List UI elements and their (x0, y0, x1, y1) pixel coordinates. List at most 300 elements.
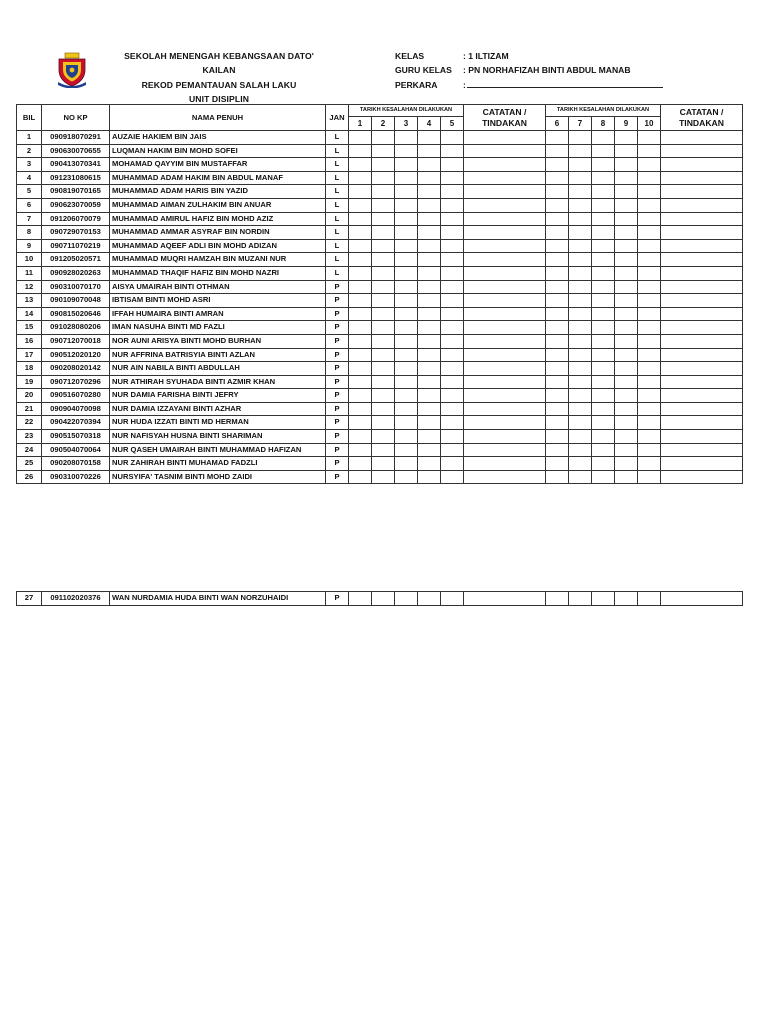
date-cell[interactable] (569, 144, 592, 158)
date-cell[interactable] (395, 348, 418, 362)
date-cell[interactable] (441, 430, 464, 444)
date-cell[interactable] (592, 362, 615, 376)
catatan-cell[interactable] (464, 443, 546, 457)
catatan-cell[interactable] (464, 253, 546, 267)
date-cell[interactable] (441, 294, 464, 308)
date-cell[interactable] (638, 253, 661, 267)
catatan-cell[interactable] (464, 144, 546, 158)
date-cell[interactable] (638, 239, 661, 253)
catatan-cell[interactable] (661, 402, 743, 416)
date-cell[interactable] (418, 144, 441, 158)
date-cell[interactable] (569, 402, 592, 416)
date-cell[interactable] (372, 348, 395, 362)
date-cell[interactable] (638, 294, 661, 308)
date-cell[interactable] (615, 470, 638, 484)
date-cell[interactable] (638, 348, 661, 362)
date-cell[interactable] (441, 348, 464, 362)
date-cell[interactable] (546, 280, 569, 294)
date-cell[interactable] (395, 362, 418, 376)
catatan-cell[interactable] (661, 321, 743, 335)
date-cell[interactable] (615, 321, 638, 335)
date-cell[interactable] (441, 592, 464, 606)
date-cell[interactable] (569, 430, 592, 444)
date-cell[interactable] (349, 375, 372, 389)
date-cell[interactable] (569, 334, 592, 348)
date-cell[interactable] (395, 185, 418, 199)
date-cell[interactable] (638, 457, 661, 471)
date-cell[interactable] (372, 389, 395, 403)
date-cell[interactable] (349, 144, 372, 158)
date-cell[interactable] (349, 348, 372, 362)
date-cell[interactable] (395, 321, 418, 335)
catatan-cell[interactable] (661, 362, 743, 376)
catatan-cell[interactable] (464, 131, 546, 145)
date-cell[interactable] (372, 144, 395, 158)
date-cell[interactable] (441, 362, 464, 376)
date-cell[interactable] (395, 294, 418, 308)
date-cell[interactable] (569, 470, 592, 484)
catatan-cell[interactable] (661, 198, 743, 212)
catatan-cell[interactable] (464, 416, 546, 430)
date-cell[interactable] (615, 334, 638, 348)
date-cell[interactable] (592, 171, 615, 185)
date-cell[interactable] (592, 158, 615, 172)
date-cell[interactable] (569, 348, 592, 362)
date-cell[interactable] (349, 402, 372, 416)
catatan-cell[interactable] (464, 212, 546, 226)
date-cell[interactable] (441, 402, 464, 416)
date-cell[interactable] (418, 158, 441, 172)
date-cell[interactable] (615, 239, 638, 253)
date-cell[interactable] (395, 212, 418, 226)
date-cell[interactable] (569, 389, 592, 403)
catatan-cell[interactable] (661, 416, 743, 430)
date-cell[interactable] (372, 239, 395, 253)
date-cell[interactable] (592, 389, 615, 403)
catatan-cell[interactable] (661, 592, 743, 606)
date-cell[interactable] (395, 253, 418, 267)
date-cell[interactable] (395, 416, 418, 430)
date-cell[interactable] (546, 144, 569, 158)
date-cell[interactable] (615, 158, 638, 172)
date-cell[interactable] (546, 362, 569, 376)
date-cell[interactable] (441, 158, 464, 172)
date-cell[interactable] (372, 280, 395, 294)
date-cell[interactable] (615, 144, 638, 158)
catatan-cell[interactable] (464, 294, 546, 308)
date-cell[interactable] (349, 266, 372, 280)
catatan-cell[interactable] (661, 212, 743, 226)
date-cell[interactable] (418, 348, 441, 362)
date-cell[interactable] (638, 226, 661, 240)
date-cell[interactable] (615, 348, 638, 362)
date-cell[interactable] (638, 321, 661, 335)
catatan-cell[interactable] (464, 158, 546, 172)
date-cell[interactable] (372, 457, 395, 471)
date-cell[interactable] (546, 416, 569, 430)
date-cell[interactable] (569, 171, 592, 185)
date-cell[interactable] (638, 592, 661, 606)
date-cell[interactable] (546, 185, 569, 199)
date-cell[interactable] (569, 253, 592, 267)
date-cell[interactable] (395, 198, 418, 212)
date-cell[interactable] (395, 443, 418, 457)
date-cell[interactable] (349, 253, 372, 267)
date-cell[interactable] (441, 416, 464, 430)
date-cell[interactable] (418, 280, 441, 294)
date-cell[interactable] (546, 402, 569, 416)
date-cell[interactable] (546, 389, 569, 403)
date-cell[interactable] (615, 131, 638, 145)
date-cell[interactable] (546, 307, 569, 321)
date-cell[interactable] (638, 144, 661, 158)
date-cell[interactable] (592, 198, 615, 212)
date-cell[interactable] (418, 457, 441, 471)
date-cell[interactable] (372, 334, 395, 348)
date-cell[interactable] (418, 362, 441, 376)
date-cell[interactable] (569, 212, 592, 226)
date-cell[interactable] (418, 185, 441, 199)
catatan-cell[interactable] (464, 348, 546, 362)
date-cell[interactable] (418, 226, 441, 240)
date-cell[interactable] (546, 470, 569, 484)
date-cell[interactable] (546, 212, 569, 226)
date-cell[interactable] (592, 253, 615, 267)
catatan-cell[interactable] (464, 185, 546, 199)
date-cell[interactable] (569, 280, 592, 294)
date-cell[interactable] (349, 389, 372, 403)
catatan-cell[interactable] (464, 266, 546, 280)
date-cell[interactable] (592, 294, 615, 308)
date-cell[interactable] (349, 226, 372, 240)
date-cell[interactable] (441, 198, 464, 212)
date-cell[interactable] (395, 457, 418, 471)
date-cell[interactable] (546, 375, 569, 389)
date-cell[interactable] (592, 131, 615, 145)
date-cell[interactable] (372, 294, 395, 308)
date-cell[interactable] (592, 266, 615, 280)
date-cell[interactable] (349, 430, 372, 444)
date-cell[interactable] (395, 226, 418, 240)
date-cell[interactable] (569, 307, 592, 321)
catatan-cell[interactable] (464, 198, 546, 212)
date-cell[interactable] (638, 131, 661, 145)
catatan-cell[interactable] (661, 457, 743, 471)
date-cell[interactable] (638, 375, 661, 389)
date-cell[interactable] (372, 185, 395, 199)
date-cell[interactable] (372, 362, 395, 376)
date-cell[interactable] (592, 307, 615, 321)
date-cell[interactable] (372, 266, 395, 280)
date-cell[interactable] (441, 375, 464, 389)
date-cell[interactable] (569, 131, 592, 145)
catatan-cell[interactable] (661, 307, 743, 321)
date-cell[interactable] (418, 131, 441, 145)
date-cell[interactable] (615, 171, 638, 185)
catatan-cell[interactable] (464, 334, 546, 348)
date-cell[interactable] (569, 266, 592, 280)
date-cell[interactable] (569, 375, 592, 389)
date-cell[interactable] (615, 266, 638, 280)
catatan-cell[interactable] (661, 239, 743, 253)
date-cell[interactable] (592, 430, 615, 444)
date-cell[interactable] (418, 266, 441, 280)
date-cell[interactable] (418, 171, 441, 185)
date-cell[interactable] (592, 348, 615, 362)
date-cell[interactable] (546, 348, 569, 362)
catatan-cell[interactable] (661, 280, 743, 294)
date-cell[interactable] (349, 239, 372, 253)
date-cell[interactable] (418, 430, 441, 444)
date-cell[interactable] (349, 362, 372, 376)
date-cell[interactable] (592, 334, 615, 348)
date-cell[interactable] (441, 171, 464, 185)
date-cell[interactable] (615, 198, 638, 212)
catatan-cell[interactable] (661, 171, 743, 185)
date-cell[interactable] (418, 592, 441, 606)
date-cell[interactable] (441, 253, 464, 267)
catatan-cell[interactable] (661, 443, 743, 457)
date-cell[interactable] (349, 470, 372, 484)
date-cell[interactable] (349, 457, 372, 471)
date-cell[interactable] (441, 470, 464, 484)
catatan-cell[interactable] (661, 375, 743, 389)
date-cell[interactable] (441, 389, 464, 403)
date-cell[interactable] (569, 239, 592, 253)
date-cell[interactable] (638, 430, 661, 444)
date-cell[interactable] (349, 212, 372, 226)
date-cell[interactable] (546, 443, 569, 457)
date-cell[interactable] (372, 131, 395, 145)
date-cell[interactable] (638, 280, 661, 294)
date-cell[interactable] (349, 416, 372, 430)
date-cell[interactable] (592, 185, 615, 199)
date-cell[interactable] (592, 375, 615, 389)
date-cell[interactable] (372, 430, 395, 444)
date-cell[interactable] (592, 443, 615, 457)
catatan-cell[interactable] (661, 253, 743, 267)
date-cell[interactable] (638, 266, 661, 280)
date-cell[interactable] (372, 416, 395, 430)
date-cell[interactable] (638, 389, 661, 403)
date-cell[interactable] (638, 158, 661, 172)
date-cell[interactable] (546, 430, 569, 444)
date-cell[interactable] (546, 158, 569, 172)
date-cell[interactable] (349, 443, 372, 457)
date-cell[interactable] (395, 402, 418, 416)
date-cell[interactable] (349, 321, 372, 335)
date-cell[interactable] (638, 443, 661, 457)
catatan-cell[interactable] (464, 470, 546, 484)
date-cell[interactable] (615, 280, 638, 294)
case-fill-line[interactable] (467, 78, 663, 88)
catatan-cell[interactable] (661, 266, 743, 280)
catatan-cell[interactable] (661, 294, 743, 308)
catatan-cell[interactable] (661, 470, 743, 484)
date-cell[interactable] (615, 457, 638, 471)
date-cell[interactable] (546, 171, 569, 185)
date-cell[interactable] (418, 375, 441, 389)
date-cell[interactable] (615, 212, 638, 226)
date-cell[interactable] (395, 389, 418, 403)
date-cell[interactable] (349, 171, 372, 185)
date-cell[interactable] (372, 253, 395, 267)
date-cell[interactable] (441, 334, 464, 348)
date-cell[interactable] (418, 321, 441, 335)
catatan-cell[interactable] (661, 389, 743, 403)
date-cell[interactable] (372, 158, 395, 172)
date-cell[interactable] (418, 402, 441, 416)
catatan-cell[interactable] (661, 430, 743, 444)
date-cell[interactable] (592, 402, 615, 416)
date-cell[interactable] (349, 158, 372, 172)
date-cell[interactable] (638, 307, 661, 321)
date-cell[interactable] (569, 294, 592, 308)
date-cell[interactable] (395, 239, 418, 253)
date-cell[interactable] (372, 470, 395, 484)
date-cell[interactable] (592, 212, 615, 226)
date-cell[interactable] (372, 321, 395, 335)
date-cell[interactable] (546, 592, 569, 606)
date-cell[interactable] (441, 457, 464, 471)
date-cell[interactable] (395, 280, 418, 294)
date-cell[interactable] (615, 226, 638, 240)
date-cell[interactable] (546, 294, 569, 308)
date-cell[interactable] (418, 212, 441, 226)
date-cell[interactable] (615, 416, 638, 430)
date-cell[interactable] (546, 266, 569, 280)
catatan-cell[interactable] (464, 402, 546, 416)
date-cell[interactable] (569, 321, 592, 335)
date-cell[interactable] (615, 443, 638, 457)
date-cell[interactable] (546, 131, 569, 145)
date-cell[interactable] (441, 307, 464, 321)
date-cell[interactable] (569, 226, 592, 240)
catatan-cell[interactable] (464, 171, 546, 185)
date-cell[interactable] (349, 307, 372, 321)
date-cell[interactable] (615, 592, 638, 606)
date-cell[interactable] (615, 430, 638, 444)
date-cell[interactable] (349, 592, 372, 606)
date-cell[interactable] (569, 362, 592, 376)
date-cell[interactable] (638, 470, 661, 484)
date-cell[interactable] (569, 158, 592, 172)
date-cell[interactable] (615, 375, 638, 389)
catatan-cell[interactable] (661, 348, 743, 362)
date-cell[interactable] (441, 321, 464, 335)
catatan-cell[interactable] (661, 185, 743, 199)
date-cell[interactable] (418, 239, 441, 253)
date-cell[interactable] (569, 198, 592, 212)
date-cell[interactable] (395, 334, 418, 348)
date-cell[interactable] (395, 144, 418, 158)
catatan-cell[interactable] (464, 430, 546, 444)
date-cell[interactable] (372, 592, 395, 606)
date-cell[interactable] (638, 416, 661, 430)
catatan-cell[interactable] (661, 131, 743, 145)
date-cell[interactable] (546, 253, 569, 267)
date-cell[interactable] (418, 334, 441, 348)
date-cell[interactable] (569, 443, 592, 457)
date-cell[interactable] (395, 470, 418, 484)
date-cell[interactable] (349, 280, 372, 294)
date-cell[interactable] (592, 321, 615, 335)
date-cell[interactable] (546, 334, 569, 348)
date-cell[interactable] (546, 226, 569, 240)
catatan-cell[interactable] (464, 280, 546, 294)
date-cell[interactable] (418, 294, 441, 308)
date-cell[interactable] (441, 185, 464, 199)
date-cell[interactable] (592, 416, 615, 430)
date-cell[interactable] (418, 389, 441, 403)
date-cell[interactable] (372, 212, 395, 226)
date-cell[interactable] (395, 131, 418, 145)
date-cell[interactable] (349, 294, 372, 308)
date-cell[interactable] (395, 266, 418, 280)
date-cell[interactable] (441, 239, 464, 253)
date-cell[interactable] (615, 185, 638, 199)
date-cell[interactable] (395, 375, 418, 389)
date-cell[interactable] (592, 592, 615, 606)
date-cell[interactable] (615, 253, 638, 267)
catatan-cell[interactable] (464, 239, 546, 253)
date-cell[interactable] (592, 144, 615, 158)
date-cell[interactable] (569, 457, 592, 471)
date-cell[interactable] (395, 171, 418, 185)
date-cell[interactable] (592, 280, 615, 294)
catatan-cell[interactable] (464, 592, 546, 606)
catatan-cell[interactable] (464, 362, 546, 376)
date-cell[interactable] (418, 253, 441, 267)
catatan-cell[interactable] (464, 457, 546, 471)
date-cell[interactable] (349, 334, 372, 348)
date-cell[interactable] (372, 171, 395, 185)
date-cell[interactable] (569, 592, 592, 606)
date-cell[interactable] (441, 443, 464, 457)
date-cell[interactable] (615, 389, 638, 403)
date-cell[interactable] (372, 226, 395, 240)
date-cell[interactable] (372, 307, 395, 321)
date-cell[interactable] (569, 416, 592, 430)
date-cell[interactable] (592, 470, 615, 484)
date-cell[interactable] (395, 307, 418, 321)
date-cell[interactable] (441, 131, 464, 145)
catatan-cell[interactable] (464, 307, 546, 321)
date-cell[interactable] (546, 321, 569, 335)
date-cell[interactable] (592, 457, 615, 471)
date-cell[interactable] (395, 592, 418, 606)
date-cell[interactable] (638, 171, 661, 185)
date-cell[interactable] (418, 198, 441, 212)
date-cell[interactable] (372, 375, 395, 389)
date-cell[interactable] (441, 280, 464, 294)
date-cell[interactable] (638, 402, 661, 416)
date-cell[interactable] (349, 185, 372, 199)
date-cell[interactable] (546, 457, 569, 471)
date-cell[interactable] (418, 416, 441, 430)
date-cell[interactable] (349, 198, 372, 212)
date-cell[interactable] (615, 402, 638, 416)
catatan-cell[interactable] (661, 226, 743, 240)
catatan-cell[interactable] (661, 144, 743, 158)
date-cell[interactable] (372, 443, 395, 457)
date-cell[interactable] (638, 198, 661, 212)
date-cell[interactable] (418, 470, 441, 484)
date-cell[interactable] (546, 198, 569, 212)
date-cell[interactable] (441, 266, 464, 280)
catatan-cell[interactable] (464, 226, 546, 240)
date-cell[interactable] (441, 212, 464, 226)
